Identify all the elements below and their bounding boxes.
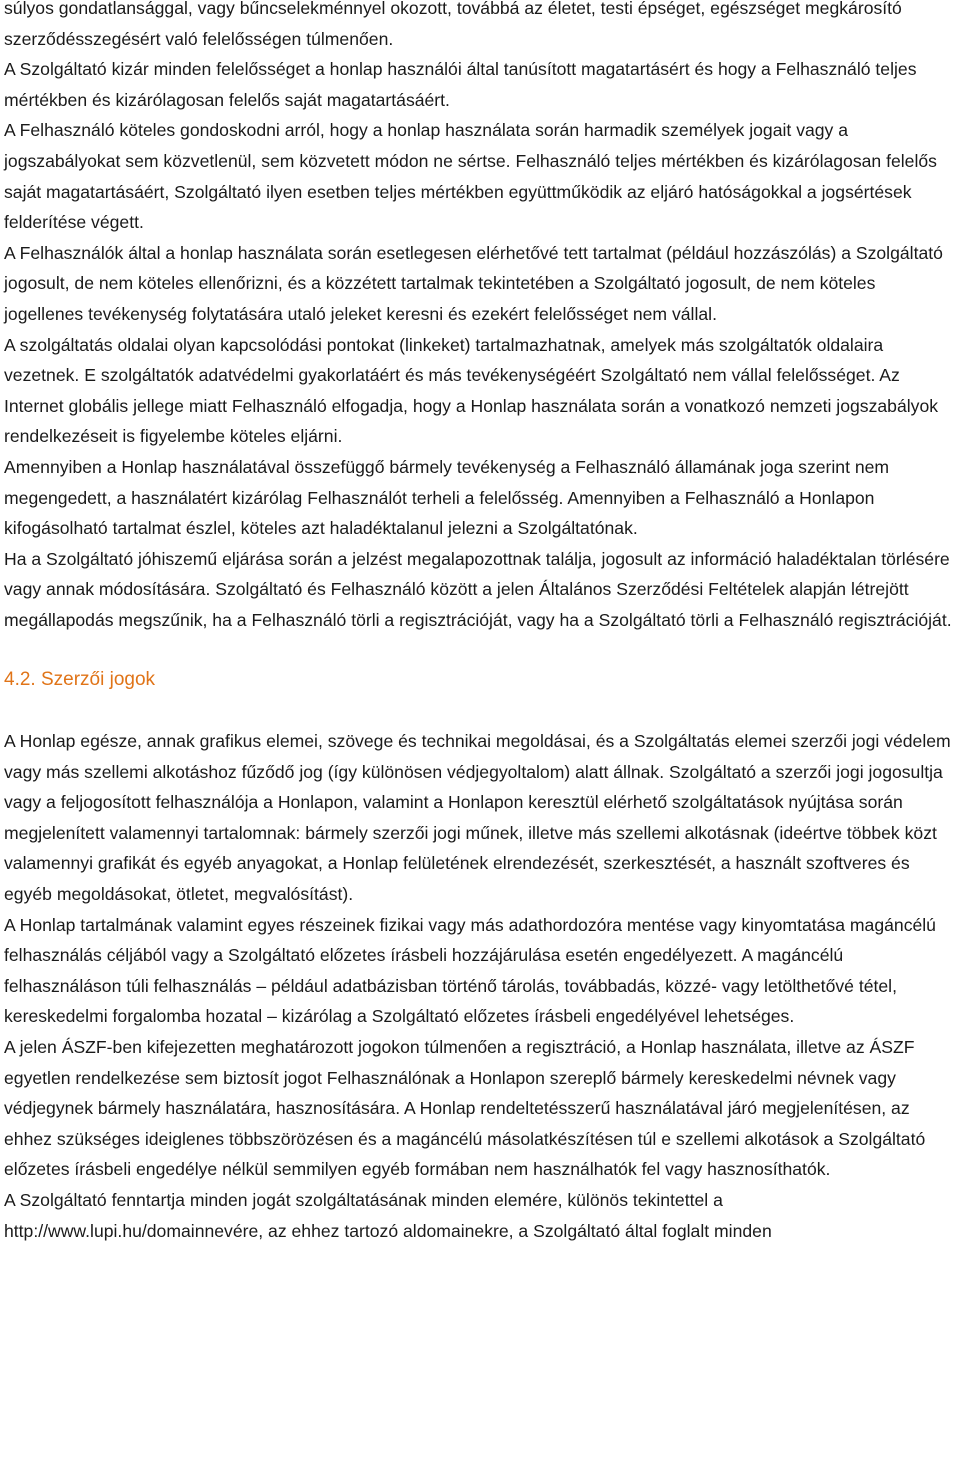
section-heading-copyright: 4.2. Szerzői jogok [4,669,156,691]
document-page [4,0,956,1246]
paragraph-user-conduct: A Szolgáltató kizár minden felelősséget a honlap használói által tanúsított magatartásért és hogy a Felhasználó teljes mértékben és kizárólagosan felelős saját magatartásáért. [4,59,917,110]
paragraph-trademark-use: A jelen ÁSZF-ben kifejezetten meghatározott jogokon túlmenően a regisztráció, a Honlap használata, illetve az ÁSZF egyetlen rendelkezése sem biztosít jogot Felhasználónak a Honlapon szereplő bármely kereskedelmi névnek vagy védjegynek bármely használatára, hasznosítására. A Honlap rendeltetésszerű használatával járó megjelenítésen, az ehhez szükséges ideiglenes többszörözésen és a magáncélú másolatkészítésen túl e szellemi alkotások a Szolgáltató előzetes írásbeli engedélye nélkül semmilyen egyéb formában nem használhatók fel vagy hasznosíthatók. [4,1037,926,1180]
paragraph-content-monitoring: A Felhasználók által a honlap használata során esetlegesen elérhetővé tett tartalmat (például hozzászólás) a Szolgáltató jogosult, de nem köteles ellenőrizni, és a közzétett tartalmak tekintetében a Szolgáltató jogosult, de nem köteles jogellenes tevékenység folytatására utaló jeleket keresni és ezekért felelősséget nem vállal. [4,242,943,324]
paragraph-copyright-protection: A Honlap egésze, annak grafikus elemei, szövege és technikai megoldásai, és a Szolgáltatás elemei szerzői jogi védelem vagy más szellemi alkotáshoz fűződő jog (így különösen védjegyoltalom) alatt állnak. Szolgáltató a szerzői jogi jogosultja vagy a feljogosított felhasználója a Honlapon, valamint a Honlapon keresztül elérhető szolgáltatások nyújtása során megjelenített valamennyi tartalomnak: bármely szerzői jogi műnek, illetve más szellemi alkotásnak (ideértve többek közt valamennyi grafikát és egyéb anyagokat, a Honlap felületének elrendezését, szerkesztését, a használt szoftveres és egyéb megoldásokat, ötletet, megvalósítást). [4,731,951,905]
paragraph-jurisdiction: Amennyiben a Honlap használatával összefüggő bármely tevékenység a Felhasználó államának joga szerint nem megengedett, a használatért kizárólag Felhasználót terheli a felelősség. Amennyiben a Felhasználó a Honlapon kifogásolható tartalmat észlel, köteles azt haladéktalanul jelezni a Szolgáltatónak. [4,456,890,539]
paragraph-external-links: A szolgáltatás oldalai olyan kapcsolódási pontokat (linkeket) tartalmazhatnak, amelyek más szolgáltatók oldalaira vezetnek. E szolgáltatók adatvédelmi gyakorlatáért és más tevékenységéért Szolgáltató nem vállal felelősséget. Az Internet globális jellege miatt Felhasználó elfogadja, hogy a Honlap használata során a vonatkozó nemzeti jogszabályok rendelkezéseit is figyelembe köteles eljárni. [4,334,939,447]
paragraph-private-use: A Honlap tartalmának valamint egyes részeinek fizikai vagy más adathordozóra mentése vagy kinyomtatása magáncélú felhasználás céljából vagy a Szolgáltató előzetes írásbeli hozzájárulása esetén engedélyezett. A magáncélú felhasználáson túli felhasználás – például adatbázisban történő tárolás, továbbadás, közzé- vagy letölthetővé tétel, kereskedelmi forgalomba hozatal – kizárólag a Szolgáltató előzetes írásbeli engedélyével lehetséges. [4,914,936,1027]
paragraph-deletion: Ha a Szolgáltató jóhiszemű eljárása során a jelzést megalapozottnak találja, jogosult az információ haladéktalan törlésére vagy annak módosítására. Szolgáltató és Felhasználó között a jelen Általános Szerződési Feltételek alapján létrejött megállapodás megszűnik, ha a Felhasználó törli a regisztrációját, vagy ha a Szolgáltató törli a Felhasználó regisztrációját. [4,548,952,630]
paragraph-third-party-rights: A Felhasználó köteles gondoskodni arról, hogy a honlap használata során harmadik személyek jogait vagy a jogszabályokat sem közvetlenül, sem közvetett módon ne sértse. Felhasználó teljes mértékben és kizárólagosan felelős saját magatartásáért, Szolgáltató ilyen esetben teljes mértékben együttműködik az eljáró hatóságokkal a jogsértések felderítése végett. [4,120,937,233]
paragraph-liability-limit: súlyos gondatlansággal, vagy bűncselekménnyel okozott, továbbá az életet, testi épséget, egészséget megkárosító szerződésszegésért való felelősségen túlmenően. [4,0,902,49]
paragraph-rights-reserved: A Szolgáltató fenntartja minden jogát szolgáltatásának minden elemére, különös tekintettel a http://www.lupi.hu/domainnevére, az ehhez tartozó aldomainekre, a Szolgáltató által foglalt minden [4,1189,772,1241]
